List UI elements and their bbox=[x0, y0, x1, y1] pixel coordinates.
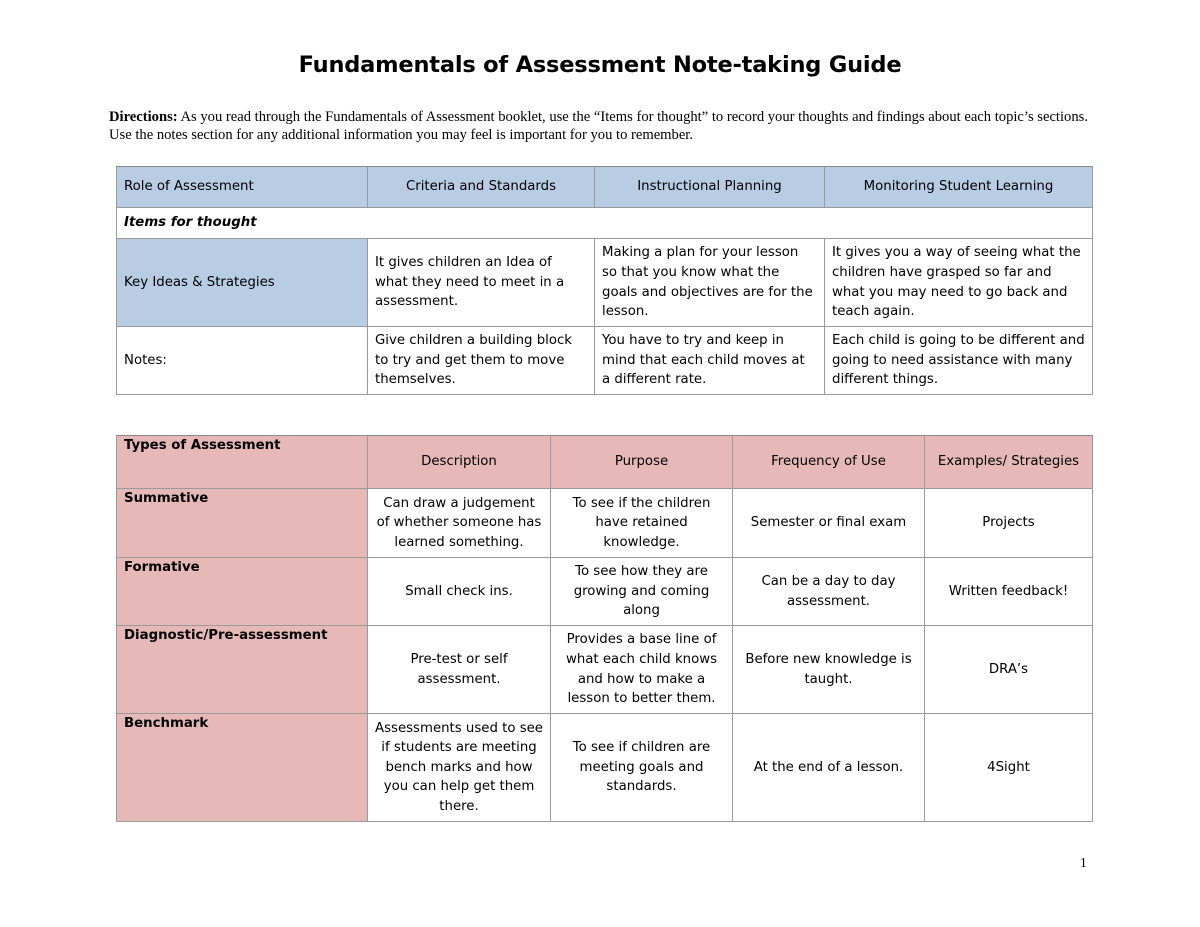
formative-purpose: To see how they are growing and coming along bbox=[551, 558, 733, 626]
benchmark-frequency: At the end of a lesson. bbox=[733, 714, 925, 822]
key-ideas-criteria-cell: It gives children an Idea of what they need to meet in a assessment. bbox=[368, 239, 595, 327]
table-row bbox=[117, 626, 1093, 714]
page-number: 1 bbox=[1080, 855, 1087, 870]
role-of-assessment-table bbox=[116, 166, 1093, 395]
notes-planning-cell: You have to try and keep in mind that each child moves at a different rate. bbox=[595, 327, 825, 395]
table-header-row bbox=[117, 436, 1093, 489]
type-benchmark: Benchmark bbox=[117, 714, 368, 822]
formative-description: Small check ins. bbox=[368, 558, 551, 626]
items-for-thought-row bbox=[117, 208, 1093, 239]
header-types-of-assessment: Types of Assessment bbox=[117, 436, 368, 489]
notes-criteria-cell: Give children a building block to try and get them to move themselves. bbox=[368, 327, 595, 395]
summative-purpose: To see if the children have retained knowledge. bbox=[551, 489, 733, 558]
type-summative: Summative bbox=[117, 489, 368, 558]
header-description: Description bbox=[368, 436, 551, 489]
benchmark-description: Assessments used to see if students are meeting bench marks and how you can help get them there. bbox=[368, 714, 551, 822]
type-formative: Formative bbox=[117, 558, 368, 626]
type-diagnostic: Diagnostic/Pre-assessment bbox=[117, 626, 368, 714]
diagnostic-description: Pre-test or self assessment. bbox=[368, 626, 551, 714]
key-ideas-planning-cell: Making a plan for your lesson so that you know what the goals and objectives are for the lesson. bbox=[595, 239, 825, 327]
directions-paragraph bbox=[109, 108, 1094, 144]
items-for-thought-label: Items for thought bbox=[117, 208, 1093, 239]
header-purpose: Purpose bbox=[551, 436, 733, 489]
row-label-key-ideas: Key Ideas & Strategies bbox=[117, 239, 368, 327]
benchmark-examples: 4Sight bbox=[925, 714, 1093, 822]
header-frequency-of-use: Frequency of Use bbox=[733, 436, 925, 489]
types-of-assessment-table bbox=[116, 435, 1093, 822]
benchmark-purpose: To see if children are meeting goals and standards. bbox=[551, 714, 733, 822]
table-row bbox=[117, 327, 1093, 395]
directions-text: As you read through the Fundamentals of Assessment booklet, use the “Items for thought” to record your thoughts and findings about each topic’s sections. Use the notes section for any additional information you may feel is important for you to remember. bbox=[109, 109, 1088, 143]
notes-monitoring-cell: Each child is going to be different and going to need assistance with many different things. bbox=[825, 327, 1093, 395]
table-row bbox=[117, 239, 1093, 327]
header-monitoring-student-learning: Monitoring Student Learning bbox=[825, 167, 1093, 208]
summative-frequency: Semester or final exam bbox=[733, 489, 925, 558]
table-row bbox=[117, 714, 1093, 822]
key-ideas-monitoring-cell: It gives you a way of seeing what the children have grasped so far and what you may need to go back and teach again. bbox=[825, 239, 1093, 327]
row-label-notes: Notes: bbox=[117, 327, 368, 395]
header-role-of-assessment: Role of Assessment bbox=[117, 167, 368, 208]
diagnostic-purpose: Provides a base line of what each child knows and how to make a lesson to better them. bbox=[551, 626, 733, 714]
directions-label: Directions: bbox=[109, 109, 178, 125]
diagnostic-examples: DRA’s bbox=[925, 626, 1093, 714]
header-criteria-and-standards: Criteria and Standards bbox=[368, 167, 595, 208]
header-examples-strategies: Examples/ Strategies bbox=[925, 436, 1093, 489]
header-instructional-planning: Instructional Planning bbox=[595, 167, 825, 208]
formative-frequency: Can be a day to day assessment. bbox=[733, 558, 925, 626]
table-row bbox=[117, 489, 1093, 558]
table-header-row bbox=[117, 167, 1093, 208]
page-title: Fundamentals of Assessment Note-taking Guide bbox=[298, 52, 902, 78]
table-row bbox=[117, 558, 1093, 626]
formative-examples: Written feedback! bbox=[925, 558, 1093, 626]
summative-examples: Projects bbox=[925, 489, 1093, 558]
diagnostic-frequency: Before new knowledge is taught. bbox=[733, 626, 925, 714]
summative-description: Can draw a judgement of whether someone has learned something. bbox=[368, 489, 551, 558]
